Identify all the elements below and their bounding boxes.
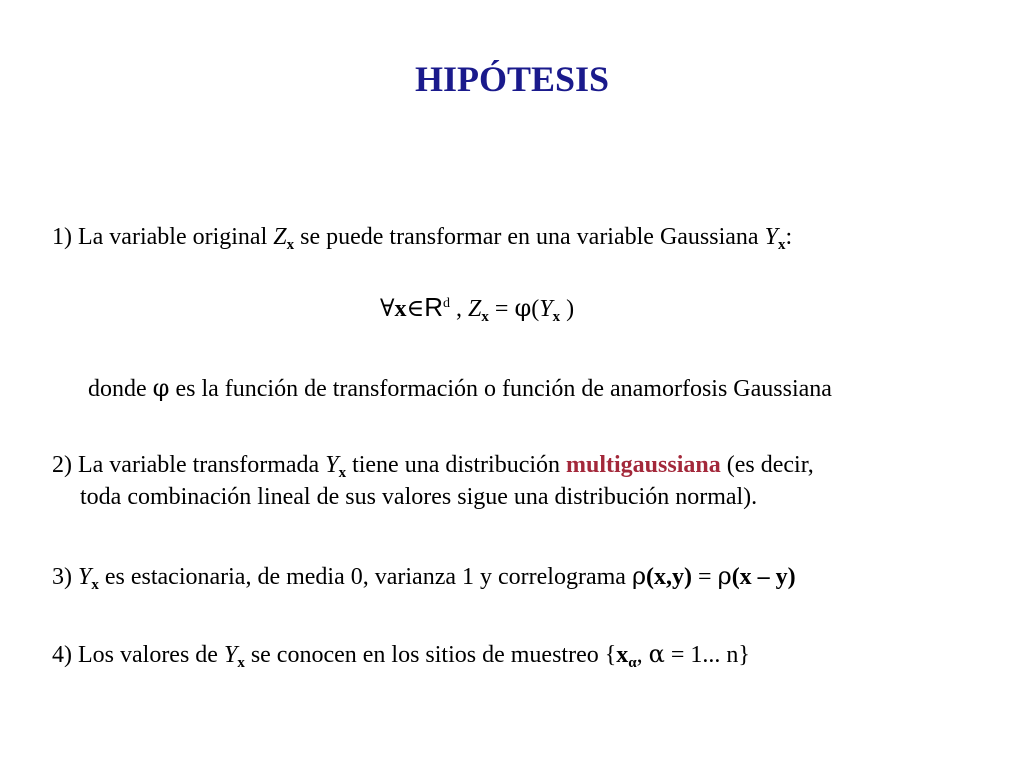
h1-end: : xyxy=(785,224,793,250)
h2-mid: tiene una distribución xyxy=(346,452,567,478)
h2-y: Y xyxy=(325,452,339,478)
h4-text: se conocen en los sitios de muestreo { xyxy=(244,642,617,668)
formula-z-sub: x xyxy=(481,309,489,325)
h1-z: Z xyxy=(273,224,287,250)
h4-prefix: 4) Los valores de xyxy=(52,642,224,668)
h3-equals: = xyxy=(698,564,712,590)
h3-y-sub: x xyxy=(91,577,99,593)
hypothesis-2-continued: toda combinación lineal de sus valores sigue una distribución normal). xyxy=(80,484,758,510)
h1-middle: se puede transformar en una variable Gaussiana xyxy=(294,224,765,250)
h1-z-sub: x xyxy=(286,237,295,253)
alpha-symbol: α xyxy=(648,640,665,668)
formula-z: Z xyxy=(468,296,482,322)
h4-range: 1... n} xyxy=(690,642,750,668)
h2-y-sub: x xyxy=(338,465,347,481)
h4-y-sub: x xyxy=(237,655,245,671)
hypothesis-1 xyxy=(52,224,792,251)
h1-y-sub: x xyxy=(777,237,786,253)
hypothesis-2 xyxy=(52,452,814,479)
real-set-symbol: R xyxy=(424,292,444,322)
formula-close-paren: ) xyxy=(566,296,575,322)
formula-equals: = xyxy=(494,296,509,322)
hypothesis-4 xyxy=(52,640,750,669)
element-of-symbol: ∈ xyxy=(406,294,425,322)
h4-y: Y xyxy=(223,642,238,668)
h3-text: es estacionaria, de media 0, varianza 1 y correlograma xyxy=(98,564,632,590)
rho-symbol-2: ρ xyxy=(717,562,732,590)
h2-prefix: 2) La variable transformada xyxy=(52,452,326,478)
h4-comma: , xyxy=(636,642,649,668)
h4-equals: = xyxy=(670,642,685,668)
donde-post: es la función de transformación o función de anamorfosis Gaussiana xyxy=(169,376,832,402)
dimension-sup: d xyxy=(443,296,451,311)
formula-y: Y xyxy=(539,296,553,322)
h4-x: x xyxy=(616,642,629,668)
donde-phi: φ xyxy=(152,374,170,402)
phi-symbol: φ xyxy=(514,294,532,322)
h2-end: (es decir, xyxy=(720,452,814,478)
formula-x: x xyxy=(394,296,407,322)
h3-args1: (x,y) xyxy=(646,564,693,590)
h3-prefix: 3) xyxy=(52,564,78,590)
rho-symbol: ρ xyxy=(631,562,647,590)
formula-y-sub: x xyxy=(552,309,561,325)
title-text: HIPÓTESIS xyxy=(414,59,610,99)
donde-pre: donde xyxy=(88,376,153,402)
transform-formula xyxy=(380,292,574,323)
hypothesis-3 xyxy=(52,562,796,591)
h1-y: Y xyxy=(764,224,778,250)
multigaussiana-highlight: multigaussiana xyxy=(566,452,721,478)
h1-prefix: 1) La variable original xyxy=(52,224,274,250)
page-title xyxy=(0,58,1024,100)
formula-comma: , xyxy=(456,296,463,322)
forall-symbol: ∀ xyxy=(380,294,395,322)
alpha-sub: α xyxy=(628,655,637,671)
h3-args2: (x – y) xyxy=(731,564,796,590)
formula-open-paren: ( xyxy=(531,296,540,322)
phi-definition xyxy=(88,374,832,403)
h3-y: Y xyxy=(78,564,92,590)
